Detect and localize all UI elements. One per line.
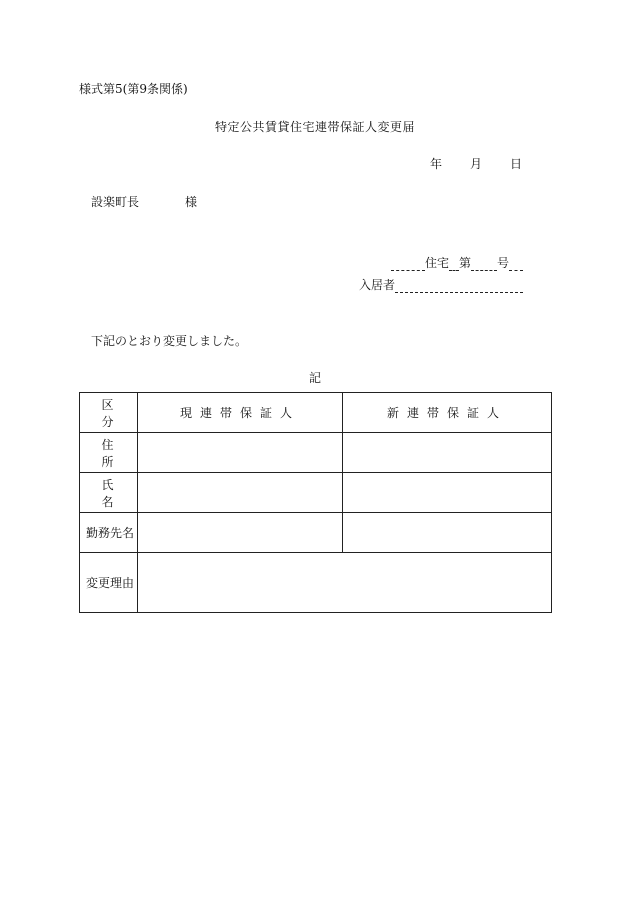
change-table [79,392,552,613]
table-row-address [80,433,552,473]
date-year-label: 年 [429,157,442,171]
current-name-cell[interactable] [138,473,343,513]
resident-name-blank[interactable] [395,278,523,293]
table-header-row [80,393,552,433]
new-guarantor-header: 新連帯保証人 [343,393,552,433]
address-label: 住 所 [80,433,138,473]
statement-text: 下記のとおり変更しました。 [91,334,248,348]
housing-name-blank[interactable] [391,256,425,271]
new-workplace-cell[interactable] [343,513,552,553]
addressee-honorific: 様 [185,195,198,209]
date-day-label: 日 [509,157,522,171]
current-guarantor-header: 現連帯保証人 [138,393,343,433]
date-line [430,155,522,172]
new-name-cell[interactable] [343,473,552,513]
page-title: 特定公共賃貸住宅連帯保証人変更届 [214,120,415,134]
housing-go-label: 号 [496,256,509,270]
name-label: 氏 名 [80,473,138,513]
ki-heading: 記 [308,371,321,385]
reason-label: 変更理由 [80,553,138,613]
date-month-label: 月 [469,157,482,171]
housing-trailing-blank [509,256,523,271]
table-row-name [80,473,552,513]
new-address-cell[interactable] [343,433,552,473]
current-workplace-cell[interactable] [138,513,343,553]
housing-number-blank[interactable] [471,256,497,271]
reason-cell[interactable] [138,553,552,613]
table-row-workplace [80,513,552,553]
category-header: 区 分 [80,393,138,433]
resident-line [359,276,523,293]
housing-label: 住宅 [424,256,449,270]
housing-number-line [391,254,523,271]
addressee-name: 設楽町長 [91,195,140,209]
workplace-label: 勤務先名 [80,513,138,553]
current-address-cell[interactable] [138,433,343,473]
addressee [91,193,197,210]
form-number: 様式第5(第9条関係) [79,82,188,96]
resident-label: 入居者 [358,278,395,292]
housing-dai-label: 第 [458,256,471,270]
housing-spacer-blank [449,256,459,271]
table-row-reason [80,553,552,613]
